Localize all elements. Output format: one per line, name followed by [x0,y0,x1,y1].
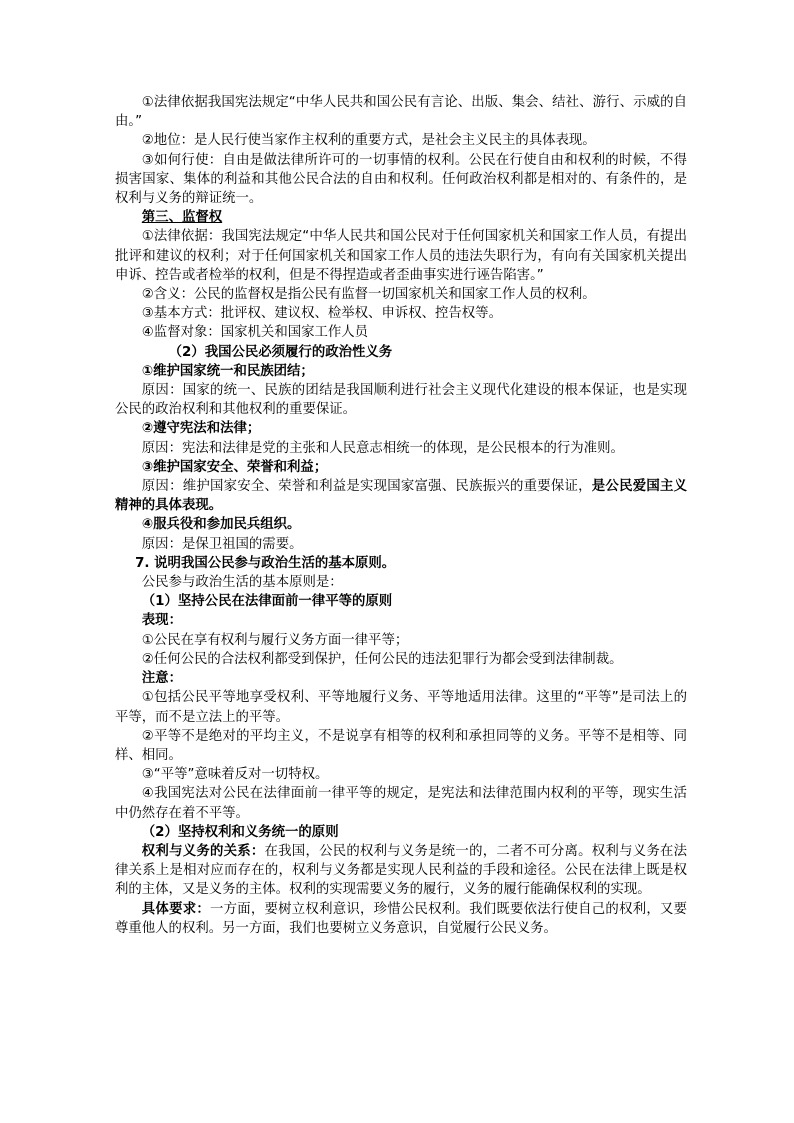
paragraph: ①公民在享有权利与履行义务方面一律平等； [141,632,409,648]
question-heading: 7. 说明我国公民参与政治生活的基本原则。 [135,555,396,571]
paragraph-text: 一方面，要树立权利意识，珍惜公民权利。我们既要依法行使自己的权利，又要尊重他人的权利。另一方面，我们也要树立义务意识，自觉履行公民义务。 [115,901,688,936]
paragraph-text: 在我国，公民的权利与义务是统一的，二者不可分离。权利与义务在法律关系上是相对应而存在的，权利与义务都是实现人民利益的手段和途径。公民在法律上既是权利的主体，又是义务的主体。权利的实现需要义务的履行，义务的履行能确保权利的实现。 [115,843,688,898]
paragraph: ②任何公民的合法权利都受到保护，任何公民的违法犯罪行为都会受到法律制裁。 [141,651,623,667]
paragraph-text: 原因：维护国家安全、荣誉和利益是实现国家富强、民族振兴的重要保证， [141,479,592,495]
subsection-heading: （2）坚持权利和义务统一的原则 [141,824,339,840]
paragraph: ②含义：公民的监督权是指公民有监督一切国家机关和国家工作人员的权利。 [141,287,596,303]
paragraph: ①包括公民平等地享受权利、平等地履行义务、平等地适用法律。这里的“平等”是司法上的平等，而不是立法上的平等。 [115,690,687,725]
bold-text: 是公民爱国主义精神的具体表现。 [115,479,688,514]
duty-heading: ①维护国家统一和民族团结； [141,363,314,379]
paragraph: 原因：宪法和法律是党的主张和人民意志相统一的体现，是公民根本的行为准则。 [141,440,624,456]
bold-label: 权利与义务的关系： [141,843,265,859]
paragraph: ②平等不是绝对的平均主义，不是说享有相等的权利和承担同等的义务。平等不是相等、同样、相同。 [115,728,687,763]
paragraph [115,900,687,938]
paragraph [115,477,687,515]
section-heading: 第三、监督权 [141,210,223,226]
paragraph: 原因：是保卫祖国的需要。 [141,536,303,552]
paragraph [115,842,687,900]
bold-label: 具体要求： [141,901,210,917]
paragraph: ④我国宪法对公民在法律面前一律平等的规定，是宪法和法律范围内权利的平等，现实生活中仍然存在着不平等。 [115,786,687,821]
paragraph: 公民参与政治生活的基本原则是： [141,575,343,591]
paragraph: ③基本方式：批评权、建议权、检举权、申诉权、控告权等。 [141,306,502,322]
subsection-heading: （1）坚持公民在法律面前一律平等的原则 [141,594,393,610]
label-heading: 表现： [141,613,182,629]
label-heading: 注意： [141,671,182,687]
paragraph: 原因：国家的统一、民族的团结是我国顺利进行社会主义现代化建设的根本保证，也是实现公民的政治权利和其他权利的重要保证。 [115,383,687,418]
paragraph: ②地位：是人民行使当家作主权利的重要方式，是社会主义民主的具体表现。 [141,133,596,149]
paragraph: ①法律依据我国宪法规定“中华人民共和国公民有言论、出版、集会、结社、游行、示威的自由。” [115,95,687,130]
duty-heading: ②遵守宪法和法律； [141,421,261,437]
paragraph: ④监督对象：国家机关和国家工作人员 [141,325,369,341]
paragraph: ③“平等”意味着反对一切特权。 [141,767,329,783]
paragraph: ③如何行使：自由是做法律所许可的一切事情的权利。公民在行使自由和权利的时候，不得损害国家、集体的利益和其他公民合法的自由和权利。任何政治权利都是相对的、有条件的，是权利与义务的辩证统一。 [115,152,687,207]
subsection-heading: （2）我国公民必须履行的政治性义务 [168,344,393,360]
document-page [115,93,687,938]
duty-heading: ④服兵役和参加民兵组织。 [141,517,301,533]
paragraph: ①法律依据：我国宪法规定“中华人民共和国公民对于任何国家机关和国家工作人员，有提出批评和建议的权利；对于任何国家机关和国家工作人员的违法失职行为，有向有关国家机关提出申诉、控告或者检举的权利，但是不得捏造或者歪曲事实进行诬告陷害。” [115,229,687,283]
duty-heading: ③维护国家安全、荣誉和利益； [141,459,328,475]
